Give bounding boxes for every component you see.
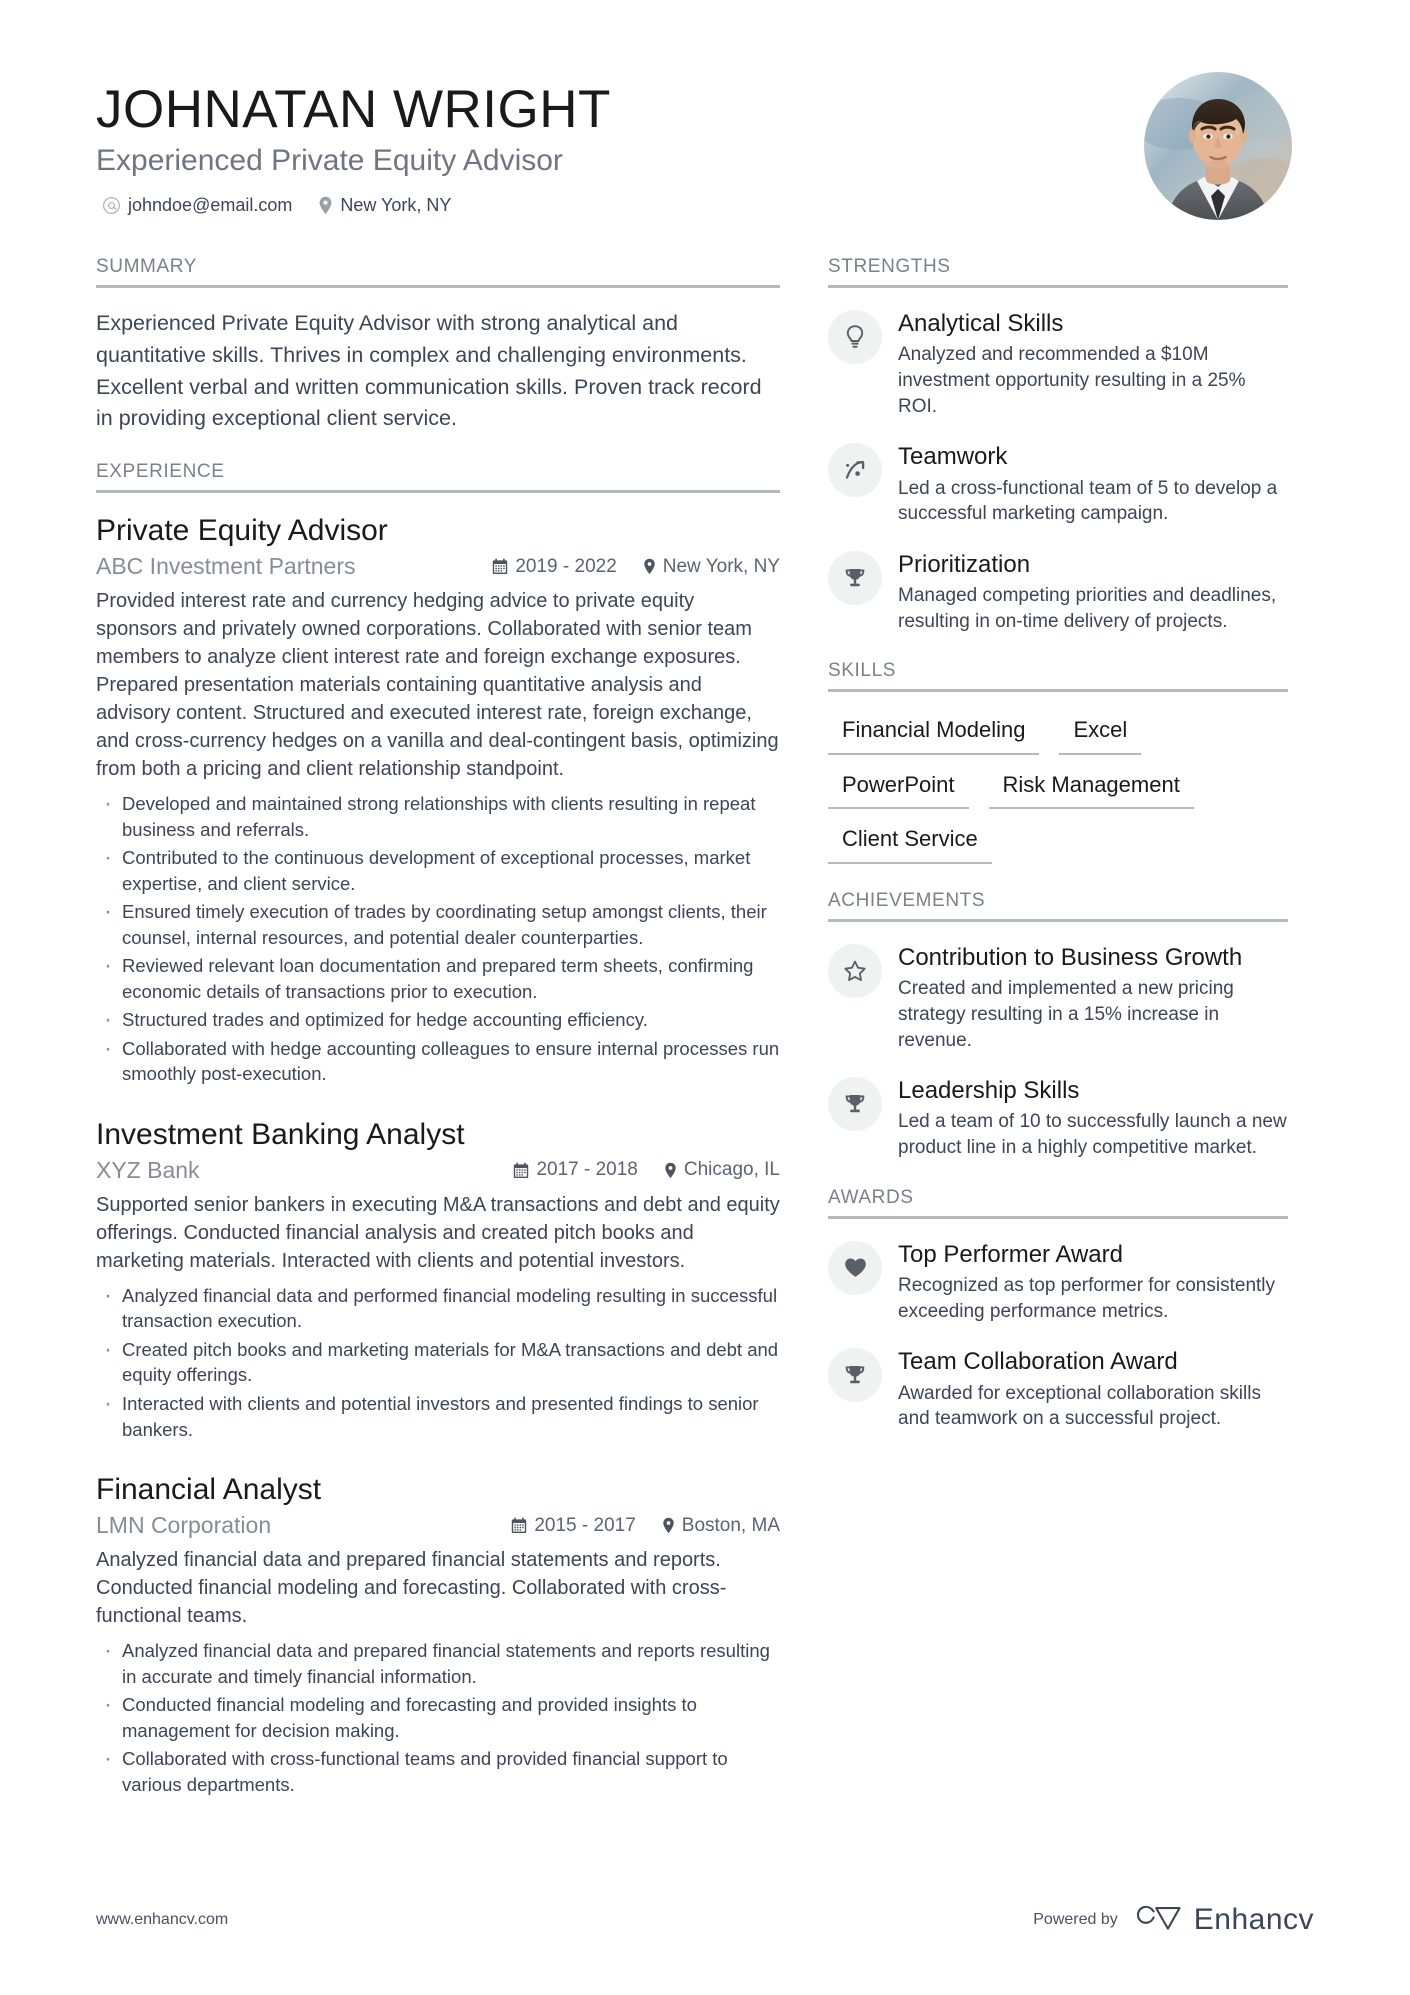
- strength-description: Led a cross-functional team of 5 to develop a successful marketing campaign.: [898, 477, 1278, 525]
- job-bullet: · Ensured timely execution of trades by coordinating setup amongst clients, their counsel, internal resources, and potential dealer counterparties.: [96, 899, 780, 950]
- full-name: JOHNATAN WRIGHT: [96, 80, 611, 139]
- job-dates: [513, 1159, 637, 1181]
- left-column: [96, 256, 780, 1823]
- job-dates: [492, 556, 616, 578]
- job-bullet: · Conducted financial modeling and forecasting and provided insights to management for decision making.: [96, 1692, 780, 1743]
- job-location: [664, 1159, 780, 1181]
- at-icon: [102, 196, 121, 215]
- award-title: Team Collaboration Award: [898, 1348, 1178, 1376]
- strength-body: [898, 308, 1288, 419]
- strength-description: Managed competing priorities and deadlines, resulting in on-time delivery of projects.: [898, 585, 1277, 632]
- skill-chip: Financial Modeling: [828, 714, 1039, 755]
- job-bullets: [96, 791, 780, 1087]
- award-description: Recognized as top performer for consistently exceeding performance metrics.: [898, 1275, 1276, 1322]
- job-bullet: · Analyzed financial data and prepared financial statements and reports resulting in accurate and timely financial information.: [96, 1638, 780, 1689]
- experience-item: [96, 1472, 780, 1797]
- skills-list: [828, 712, 1288, 864]
- section-strengths: [828, 256, 1288, 634]
- contact-location-text: New York, NY: [340, 194, 452, 215]
- section-title-achievements: ACHIEVEMENTS: [828, 890, 1288, 922]
- calendar-icon: [511, 1517, 527, 1534]
- job-description: Supported senior bankers in executing M&A transactions and debt and equity offerings. Conducted financial analysis and created pitch books and marketing materials. Interacted with clients and potential investors.: [96, 1193, 780, 1272]
- star-icon: [828, 944, 882, 998]
- job-title-headline: Experienced Private Equity Advisor: [96, 143, 563, 177]
- section-experience: [96, 461, 780, 1797]
- footer-branding: [1033, 1903, 1314, 1937]
- section-summary: [96, 256, 780, 435]
- contact-email-text: johndoe@email.com: [128, 194, 293, 215]
- strength-item: [828, 549, 1288, 635]
- skill-chip: Risk Management: [989, 769, 1194, 810]
- job-bullet: · Collaborated with hedge accounting colleagues to ensure internal processes run smoothly post-execution.: [96, 1036, 780, 1087]
- job-dates-text: 2015 - 2017: [534, 1514, 636, 1536]
- award-title: Top Performer Award: [898, 1240, 1123, 1268]
- enhancv-brand-name: Enhancv: [1193, 1903, 1314, 1936]
- job-bullet: · Analyzed financial data and performed financial modeling resulting in successful transaction execution.: [96, 1283, 780, 1334]
- award-item: [828, 1239, 1288, 1325]
- job-meta: [96, 1157, 780, 1184]
- section-title-experience: EXPERIENCE: [96, 461, 780, 493]
- job-bullet: · Reviewed relevant loan documentation and prepared term sheets, confirming economic details of transactions prior to execution.: [96, 953, 780, 1004]
- strength-body: [898, 441, 1288, 527]
- award-body: [898, 1239, 1288, 1325]
- achievement-body: [898, 942, 1288, 1053]
- enhancv-logo-icon: [1136, 1904, 1182, 1937]
- footer-website[interactable]: www.enhancv.com: [96, 1911, 229, 1928]
- job-description: Analyzed financial data and prepared financial statements and reports. Conducted financial modeling and forecasting. Collaborated with cross-functional teams.: [96, 1549, 727, 1628]
- award-body: [898, 1346, 1288, 1432]
- job-company: XYZ Bank: [96, 1156, 200, 1183]
- strength-title: Teamwork: [898, 443, 1008, 471]
- job-description: Provided interest rate and currency hedging advice to private equity sponsors and privately owned corporations. Collaborated with senior team members to analyze client interest rate and foreign exchange exposures. Prepared presentation materials containing quantitative analysis and advisory content. Structured and executed interest rate, foreign exchange, and cross-currency hedges on a vanilla and deal-contingent basis, optimizing from both a pricing and client relationship standpoint.: [96, 590, 779, 781]
- job-meta: [96, 1512, 780, 1539]
- strength-item: [828, 308, 1288, 419]
- strength-body: [898, 549, 1288, 635]
- skill-chip: PowerPoint: [828, 769, 969, 810]
- job-company: LMN Corporation: [96, 1512, 272, 1539]
- map-pin-icon: [662, 1517, 675, 1534]
- job-dates-text: 2017 - 2018: [536, 1159, 638, 1181]
- job-dates-text: 2019 - 2022: [515, 555, 617, 577]
- award-item: [828, 1346, 1288, 1432]
- experience-item: [96, 1117, 780, 1442]
- trophy-icon: [828, 1348, 882, 1402]
- achievement-title: Leadership Skills: [898, 1077, 1080, 1105]
- job-location-text: Chicago, IL: [683, 1159, 780, 1181]
- strength-title: Prioritization: [898, 550, 1031, 578]
- job-bullet: · Developed and maintained strong relationships with clients resulting in repeat business and referrals.: [96, 791, 780, 842]
- enhancv-logo: [1136, 1903, 1314, 1937]
- achievement-description: Led a team of 10 to successfully launch a new product line in a highly competitive market.: [898, 1111, 1287, 1159]
- lightbulb-icon: [828, 310, 882, 364]
- achievement-item: [828, 1075, 1288, 1161]
- powered-by-label: Powered by: [1033, 1911, 1118, 1928]
- resume-body: [96, 256, 1314, 1823]
- achievement-description: Created and implemented a new pricing strategy resulting in a 15% increase in revenue.: [898, 978, 1234, 1051]
- experience-item: [96, 513, 780, 1087]
- achievement-title: Contribution to Business Growth: [898, 943, 1243, 971]
- award-description: Awarded for exceptional collaboration skills and teamwork on a successful project.: [898, 1382, 1261, 1430]
- section-title-awards: AWARDS: [828, 1187, 1288, 1219]
- skill-chip: Client Service: [828, 823, 992, 864]
- job-role: Financial Analyst: [96, 1473, 322, 1507]
- map-pin-icon: [664, 1162, 677, 1179]
- map-pin-icon: [643, 558, 656, 575]
- job-bullets: [96, 1283, 780, 1442]
- trophy-icon: [828, 1077, 882, 1131]
- calendar-icon: [492, 558, 508, 575]
- contact-location: [318, 195, 451, 216]
- job-bullet: · Created pitch books and marketing materials for M&A transactions and debt and equity offerings.: [96, 1337, 780, 1388]
- job-company: ABC Investment Partners: [96, 553, 356, 580]
- job-bullet: · Interacted with clients and potential investors and presented findings to senior bankers.: [96, 1391, 780, 1442]
- section-skills: [828, 660, 1288, 864]
- job-location-text: Boston, MA: [681, 1514, 780, 1536]
- calendar-icon: [513, 1162, 529, 1179]
- job-location-text: New York, NY: [662, 555, 780, 577]
- trending-arrow-icon: [828, 443, 882, 497]
- contact-email[interactable]: [102, 195, 292, 216]
- contact-row: [96, 195, 611, 216]
- section-awards: [828, 1187, 1288, 1432]
- job-bullet: · Contributed to the continuous development of exceptional processes, market expertise, and client service.: [96, 845, 780, 896]
- strength-item: [828, 441, 1288, 527]
- avatar: [1144, 72, 1292, 220]
- job-bullets: [96, 1638, 780, 1797]
- map-pin-icon: [318, 196, 333, 215]
- achievement-item: [828, 942, 1288, 1053]
- job-location: [643, 556, 780, 578]
- trophy-icon: [828, 551, 882, 605]
- section-achievements: [828, 890, 1288, 1161]
- job-role: Private Equity Advisor: [96, 514, 388, 548]
- job-meta: [96, 553, 780, 580]
- heart-icon: [828, 1241, 882, 1295]
- job-bullet: · Collaborated with cross-functional teams and provided financial support to various departments.: [96, 1746, 780, 1797]
- job-dates: [511, 1515, 635, 1537]
- skill-chip: Excel: [1059, 714, 1141, 755]
- job-role: Investment Banking Analyst: [96, 1117, 465, 1151]
- right-column: [828, 256, 1288, 1458]
- avatar-photo: [1144, 72, 1292, 220]
- resume-footer: [96, 1903, 1314, 1937]
- strength-title: Analytical Skills: [898, 310, 1064, 337]
- achievement-body: [898, 1075, 1288, 1161]
- section-title-strengths: STRENGTHS: [828, 256, 1288, 288]
- section-title-summary: SUMMARY: [96, 256, 780, 288]
- header-text-block: [96, 72, 611, 216]
- job-bullet: · Structured trades and optimized for hedge accounting efficiency.: [96, 1007, 780, 1033]
- resume-header: [96, 72, 1314, 220]
- summary-text: Experienced Private Equity Advisor with strong analytical and quantitative skills. Thrives in complex and challenging environments. Excellent verbal and written communication skills. Proven track record in providing exceptional client service.: [96, 311, 762, 431]
- section-title-skills: SKILLS: [828, 660, 1288, 692]
- strength-description: Analyzed and recommended a $10M investment opportunity resulting in a 25% ROI.: [898, 344, 1246, 417]
- job-location: [662, 1515, 780, 1537]
